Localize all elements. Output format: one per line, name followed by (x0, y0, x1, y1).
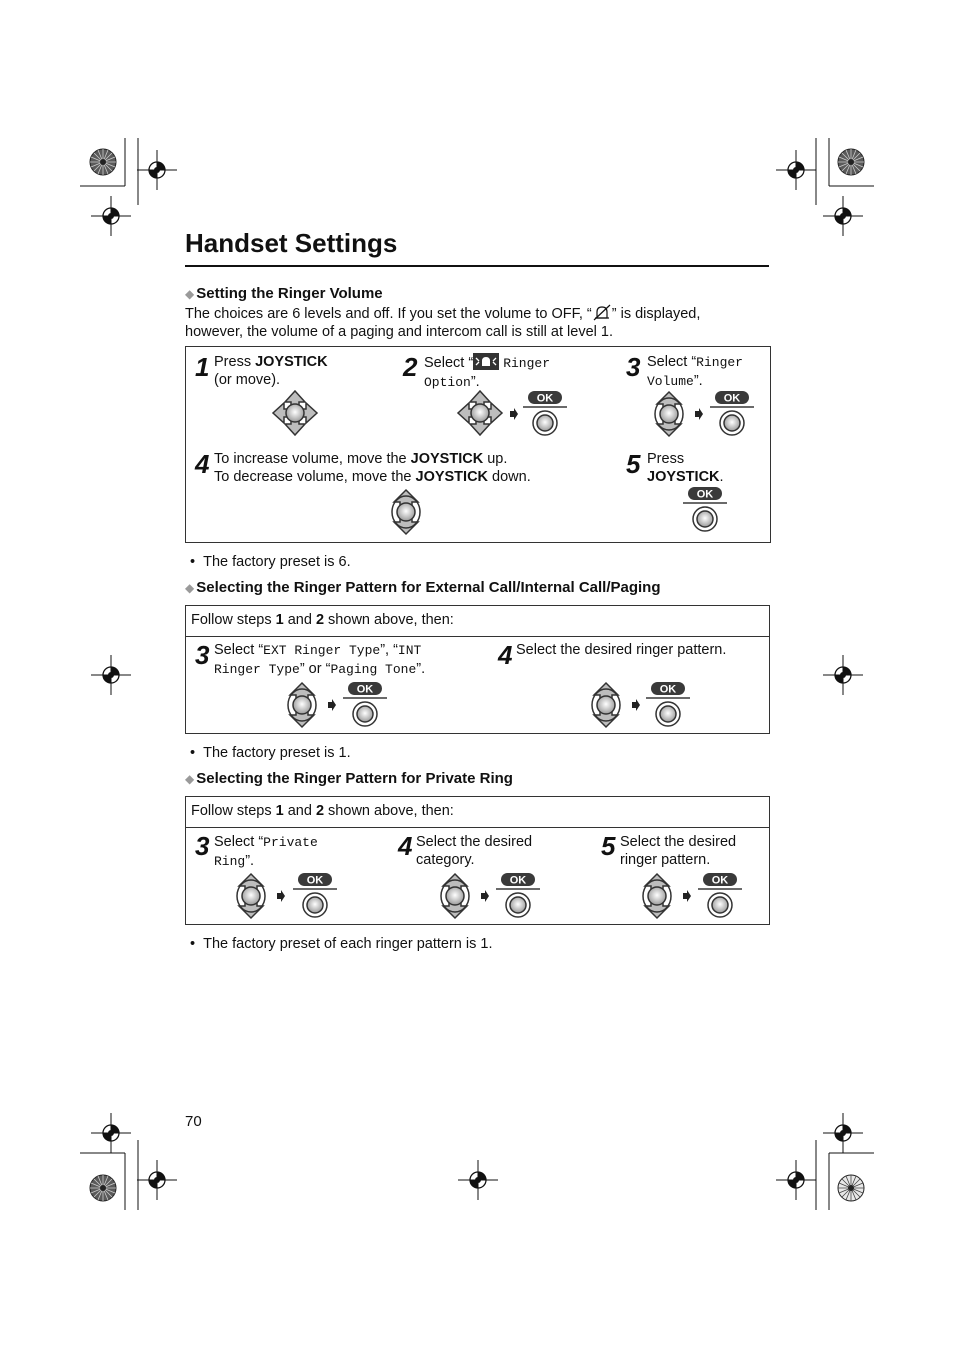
steps-box-private-ring (185, 796, 770, 925)
registration-mark-icon (137, 150, 177, 190)
joystick-icon[interactable] (652, 390, 686, 438)
arrow-icon (480, 889, 490, 903)
note: • The factory preset of each ringer pattern is 1. (190, 936, 493, 952)
step-number: 3 (195, 640, 210, 670)
arrow-icon (276, 889, 286, 903)
steps-box-volume (185, 346, 771, 543)
joystick-icon[interactable] (589, 681, 623, 729)
step-number: 4 (195, 449, 210, 479)
page-title: Handset Settings (185, 228, 398, 258)
steps-box-pattern (185, 605, 770, 734)
registration-mark-icon (823, 1113, 863, 1153)
follow-text: Follow steps 1 and 2 shown above, then: (191, 803, 454, 819)
step-text: Select the desired category. (416, 834, 533, 868)
joystick-icon[interactable] (389, 488, 423, 536)
diamond-icon: ◆ (185, 581, 195, 595)
registration-mark-icon (823, 655, 863, 695)
ringer-off-icon (592, 304, 612, 321)
registration-mark-icon (823, 196, 863, 236)
step-text: To increase volume, move the JOYSTICK up. To decrease volume, move the JOYSTICK down. (214, 451, 531, 485)
intro-text: ” is displayed, (611, 306, 701, 322)
section-heading (185, 285, 383, 302)
joystick-icon[interactable] (234, 872, 268, 920)
joystick-icon[interactable] (271, 389, 319, 437)
follow-text: Follow steps 1 and 2 shown above, then: (191, 612, 454, 628)
section-heading (185, 770, 513, 787)
registration-mark-icon (91, 655, 131, 695)
step-number: 1 (195, 352, 210, 382)
step-number: 2 (403, 352, 418, 382)
registration-mark-icon (137, 1160, 177, 1200)
ok-button-icon[interactable] (496, 872, 540, 920)
step-number: 4 (498, 640, 513, 670)
arrow-icon (631, 698, 641, 712)
registration-mark-icon (91, 196, 131, 236)
joystick-icon[interactable] (285, 681, 319, 729)
registration-mark-icon (91, 1113, 131, 1153)
note: • The factory preset is 6. (190, 554, 351, 570)
ok-button-icon[interactable] (710, 390, 754, 438)
ok-button-icon[interactable] (646, 681, 690, 729)
registration-mark-icon (776, 150, 816, 190)
title-rule (185, 265, 769, 267)
arrow-icon (327, 698, 337, 712)
step-number: 5 (601, 831, 616, 861)
step-text: Select “EXT Ringer Type”, “INT Ringer Type” or “Paging Tone”. (214, 642, 426, 677)
section-intro (185, 304, 775, 341)
note: • The factory preset is 1. (190, 745, 351, 761)
section-heading-text: Selecting the Ringer Pattern for Private Ring (196, 770, 513, 787)
color-wheel-icon (831, 1168, 871, 1208)
intro-text: The choices are 6 levels and off. If you set the volume to OFF, “ (185, 306, 592, 322)
step-text: Press JOYSTICK. (647, 451, 724, 485)
diamond-icon: ◆ (185, 772, 195, 786)
diamond-icon: ◆ (185, 287, 195, 301)
section-heading (185, 579, 661, 596)
step-text: Select “Private Ring”. (214, 834, 318, 869)
ok-button-icon[interactable] (343, 681, 387, 729)
step-text: Select “ Ringer Option”. (424, 355, 551, 390)
section-heading-text: Selecting the Ringer Pattern for External Call/Internal Call/Paging (196, 579, 661, 596)
step-text: Select the desired ringer pattern. (620, 834, 737, 868)
step-text: Select “Ringer Volume”. (647, 354, 743, 389)
joystick-icon[interactable] (438, 872, 472, 920)
registration-mark-icon (458, 1160, 498, 1200)
step-text: Select the desired ringer pattern. (516, 642, 727, 658)
intro-text: however, the volume of a paging and intercom call is still at level 1. (185, 324, 613, 340)
arrow-icon (694, 407, 704, 421)
step-number: 5 (626, 449, 641, 479)
ok-button-icon[interactable] (698, 872, 742, 920)
step-number: 3 (626, 352, 641, 382)
step-number: 4 (398, 831, 413, 861)
step-text: Press JOYSTICK (or move). (214, 354, 328, 388)
ringer-option-icon (473, 353, 499, 370)
color-wheel-icon (83, 142, 123, 182)
joystick-icon[interactable] (456, 389, 504, 437)
color-wheel-icon (831, 142, 871, 182)
registration-mark-icon (776, 1160, 816, 1200)
ok-button-icon[interactable] (293, 872, 337, 920)
section-heading-text: Setting the Ringer Volume (196, 285, 383, 302)
arrow-icon (682, 889, 692, 903)
ok-button-icon[interactable] (683, 486, 727, 534)
ok-button-icon[interactable] (523, 390, 567, 438)
color-wheel-icon (83, 1168, 123, 1208)
arrow-icon (509, 407, 519, 421)
page-number: 70 (185, 1113, 202, 1130)
joystick-icon[interactable] (640, 872, 674, 920)
step-number: 3 (195, 831, 210, 861)
